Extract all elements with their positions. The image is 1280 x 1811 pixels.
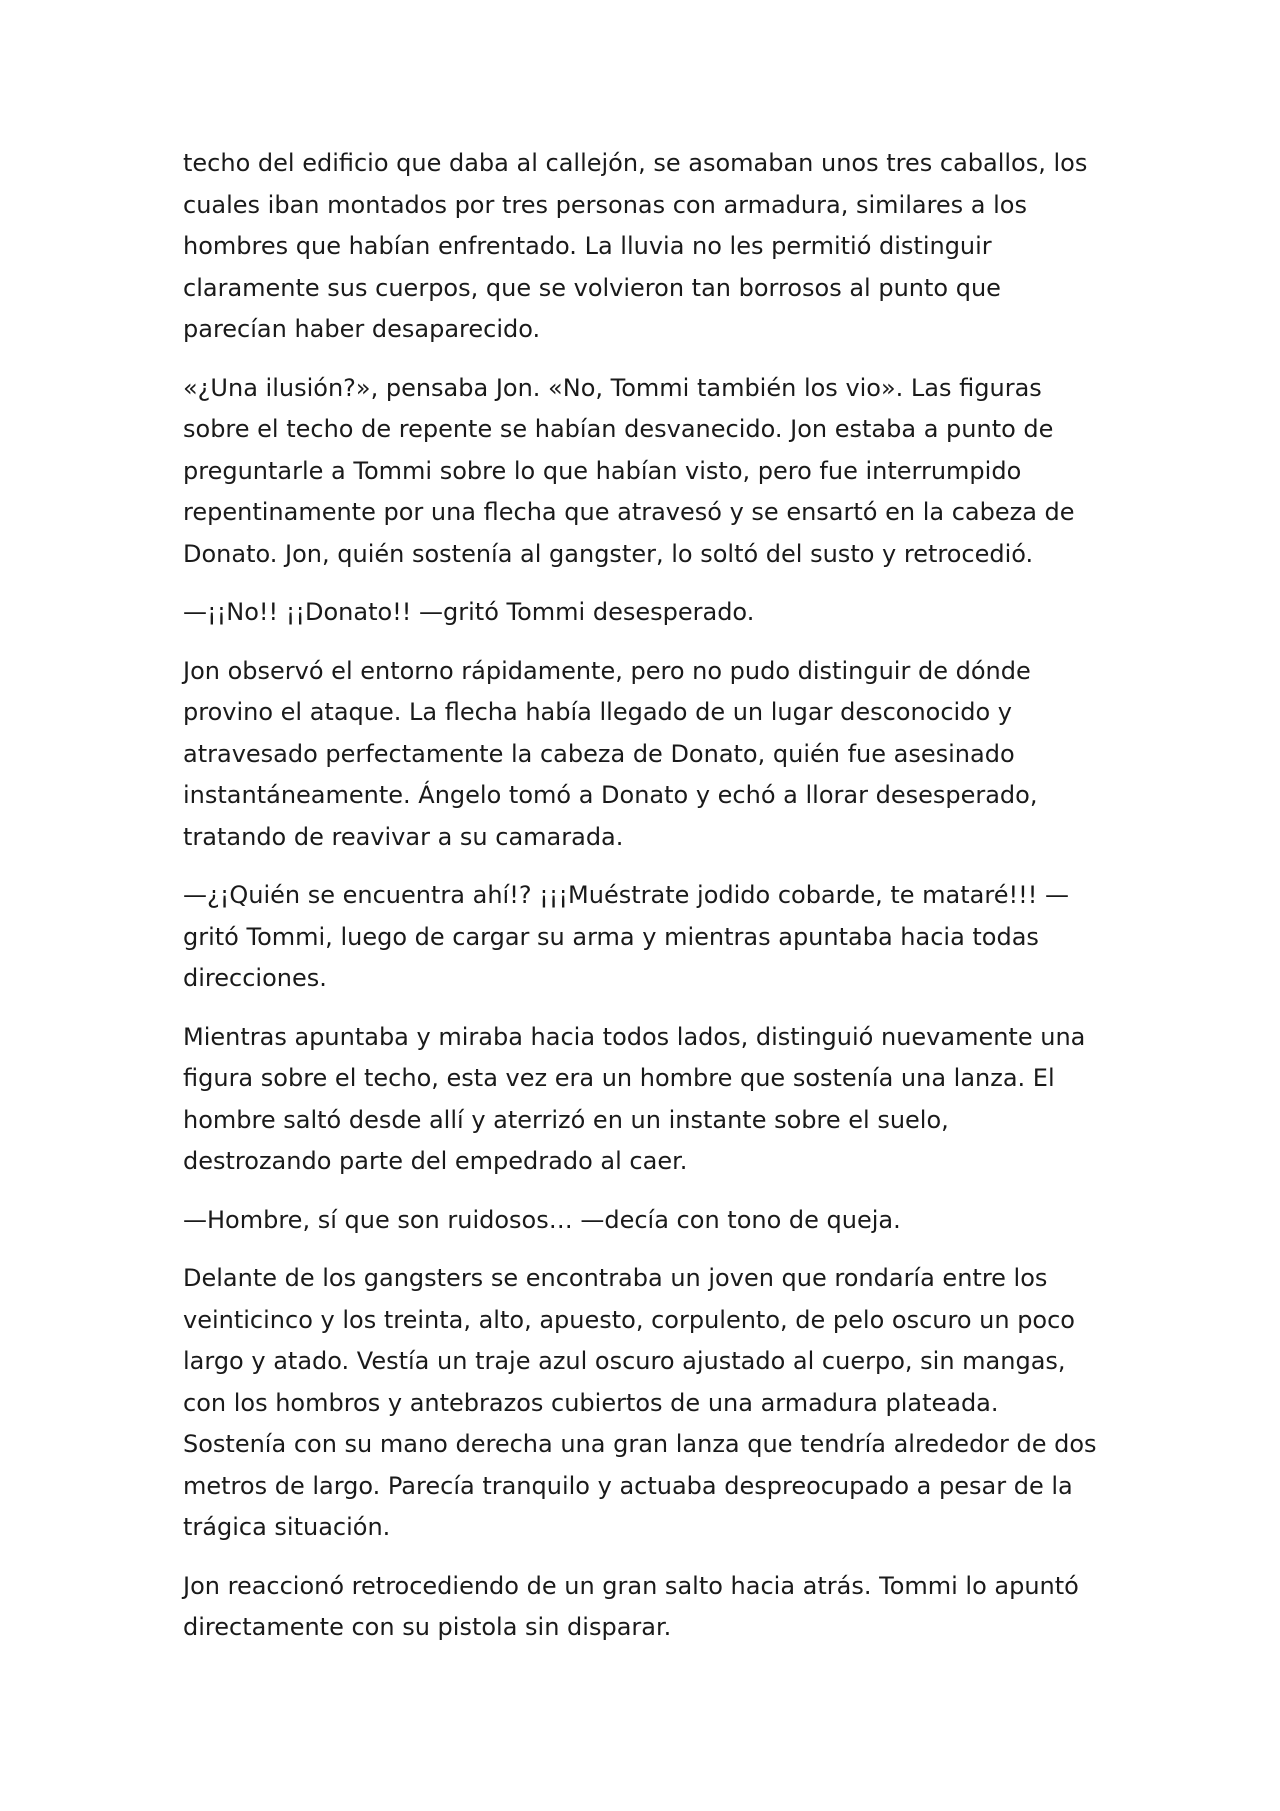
paragraph: —Hombre, sí que son ruidosos… —decía con tono de queja. bbox=[183, 1205, 901, 1234]
paragraph: —¿¡Quién se encuentra ahí!? ¡¡¡Muéstrate jodido cobarde, te mataré!!! —gritó Tommi, luego de cargar su arma y mientras apuntaba hacia todas direcciones. bbox=[183, 881, 1069, 992]
paragraph: Jon reaccionó retrocediendo de un gran salto hacia atrás. Tommi lo apuntó directamente con su pistola sin disparar. bbox=[183, 1571, 1079, 1641]
paragraph: Delante de los gangsters se encontraba un joven que rondaría entre los veinticinco y los treinta, alto, apuesto, corpulento, de pelo oscuro un poco largo y atado. Vestía un traje azul oscuro ajustado al cuerpo, sin mangas, con los hombros y antebrazos cubiertos de una armadura plateada. Sostenía con su mano derecha una gran lanza que tendría alrededor de dos metros de largo. Parecía tranquilo y actuaba despreocupado a pesar de la trágica situación. bbox=[183, 1264, 1097, 1541]
document-page bbox=[183, 143, 1103, 1666]
paragraph: Jon observó el entorno rápidamente, pero no pudo distinguir de dónde provino el ataque. La flecha había llegado de un lugar desconocido y atravesado perfectamente la cabeza de Donato, quién fue asesinado instantáneamente. Ángelo tomó a Donato y echó a llorar desesperado, tratando de reavivar a su camarada. bbox=[183, 656, 1038, 851]
paragraph: techo del edificio que daba al callejón, se asomaban unos tres caballos, los cuales iban montados por tres personas con armadura, similares a los hombres que habían enfrentado. La lluvia no les permitió distinguir claramente sus cuerpos, que se volvieron tan borrosos al punto que parecían haber desaparecido. bbox=[183, 149, 1088, 343]
paragraph: —¡¡No!! ¡¡Donato!! —gritó Tommi desesperado. bbox=[183, 598, 755, 626]
paragraph: «¿Una ilusión?», pensaba Jon. «No, Tommi también los vio». Las figuras sobre el techo de repente se habían desvanecido. Jon estaba a punto de preguntarle a Tommi sobre lo que habían visto, pero fue interrumpido repentinamente por una flecha que atravesó y se ensartó en la cabeza de Donato. Jon, quién sostenía al gangster, lo soltó del susto y retrocedió. bbox=[183, 373, 1075, 568]
paragraph: Mientras apuntaba y miraba hacia todos lados, distinguió nuevamente una figura sobre el techo, esta vez era un hombre que sostenía una lanza. El hombre saltó desde allí y aterrizó en un instante sobre el suelo, destrozando parte del empedrado al caer. bbox=[183, 1022, 1086, 1175]
